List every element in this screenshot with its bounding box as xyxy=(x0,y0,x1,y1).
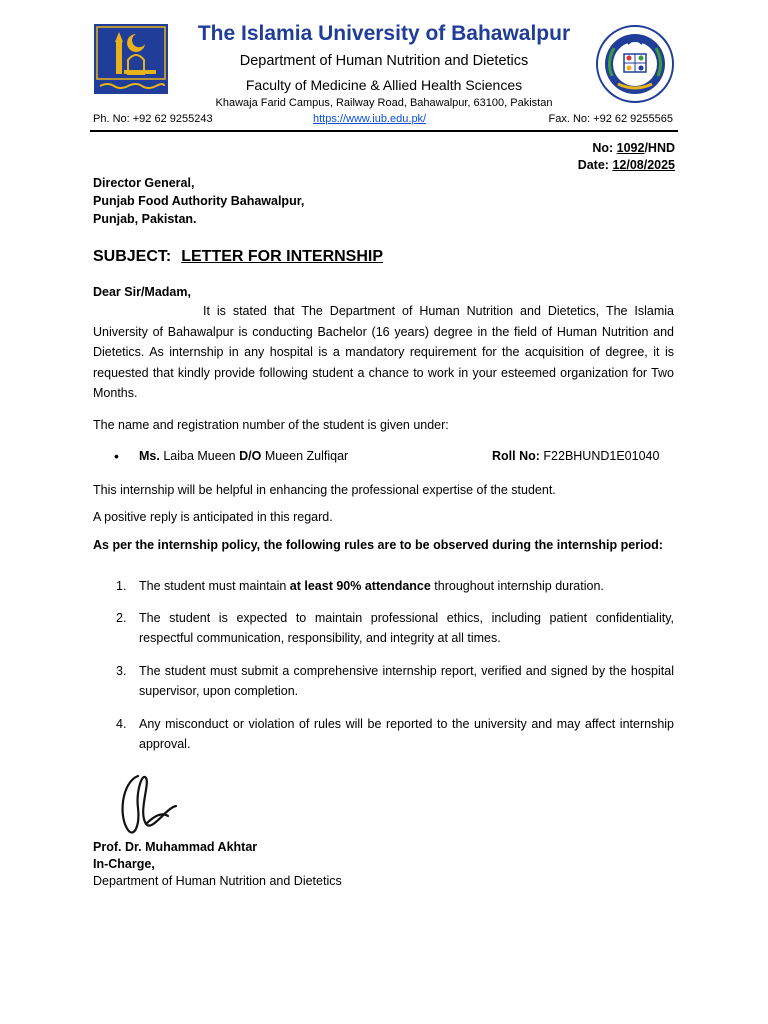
student-entry xyxy=(0,449,768,467)
fax-number: Fax. No: +92 62 9255565 xyxy=(548,113,673,125)
header-divider xyxy=(90,130,678,132)
rule-text: The student must submit a comprehensive internship report, verified and signed by the hospital supervisor, upon completion. xyxy=(139,664,674,698)
rule-text: Any misconduct or violation of rules will be reported to the university and may affect internship approval. xyxy=(139,717,674,751)
contact-row xyxy=(93,113,673,127)
rule-text: The student is expected to maintain professional ethics, including patient confidentiality, respectful communication, responsibility, and integrity at all times. xyxy=(139,611,674,645)
department-name: Department of Human Nutrition and Dietetics xyxy=(239,53,529,69)
given-under-text: The name and registration number of the student is given under: xyxy=(93,418,449,432)
signature-icon xyxy=(116,768,180,840)
signatory-title: In-Charge, xyxy=(93,857,155,871)
reference-date xyxy=(578,158,675,172)
student-given-name: Laiba Mueen xyxy=(163,449,236,463)
signatory-name: Prof. Dr. Muhammad Akhtar xyxy=(93,840,258,854)
reference-number xyxy=(592,141,675,155)
roll-label: Roll No: xyxy=(492,449,540,463)
rule-number: 2. xyxy=(116,611,127,625)
rule-text-pre: The student must maintain xyxy=(139,579,290,593)
student-father-name: Mueen Zulfiqar xyxy=(264,449,349,463)
salutation: Dear Sir/Madam, xyxy=(93,285,191,299)
student-name xyxy=(139,449,348,463)
student-title: Ms. xyxy=(139,449,160,463)
rule-text-bold: at least 90% attendance xyxy=(289,579,431,593)
signatory-department: Department of Human Nutrition and Dietetics xyxy=(93,874,342,888)
university-title: The Islamia University of Bahawalpur xyxy=(197,22,571,45)
rule-text-post: throughout internship duration. xyxy=(430,579,604,593)
subject-label: SUBJECT: xyxy=(93,248,172,265)
reference-no-label: No: xyxy=(592,141,614,155)
reference-date-value: 12/08/2025 xyxy=(612,158,675,172)
rule-number: 3. xyxy=(116,664,127,678)
helpful-text: This internship will be helpful in enhancing the professional expertise of the student. xyxy=(93,483,556,497)
bullet-icon: • xyxy=(114,448,119,464)
campus-address: Khawaja Farid Campus, Railway Road, Bahawalpur, 63100, Pakistan xyxy=(215,97,553,109)
policy-intro: As per the internship policy, the following rules are to be observed during the internship period: xyxy=(93,538,663,552)
recipient-line-1: Director General, xyxy=(93,176,195,190)
body-paragraph: It is stated that The Department of Human Nutrition and Dietetics, The Islamia University of Bahawalpur is conducting Bachelor (16 years) degree in the field of Human Nutrition and Dietetics. As internship in any hospital is a mandatory requirement for the acquisition of degree, it is requested that kindly provide following student a chance to work in your esteemed organization for Two Months. xyxy=(93,304,674,400)
reference-no-value: 1092 xyxy=(616,141,645,155)
subject-text: LETTER FOR INTERNSHIP xyxy=(181,248,384,265)
recipient-line-2: Punjab Food Authority Bahawalpur, xyxy=(93,194,305,208)
rule-number: 1. xyxy=(116,579,127,593)
student-roll xyxy=(492,449,659,463)
reference-date-label: Date: xyxy=(577,158,609,172)
website-link[interactable]: https://www.iub.edu.pk/ xyxy=(313,113,427,125)
rule-number: 4. xyxy=(116,717,127,731)
positive-reply-text: A positive reply is anticipated in this regard. xyxy=(93,510,333,524)
roll-value: F22BHUND1E01040 xyxy=(543,449,660,463)
rule-text xyxy=(139,576,674,596)
subject-line xyxy=(93,248,383,266)
faculty-name: Faculty of Medicine & Allied Health Sciences xyxy=(245,77,523,93)
student-relation: D/O xyxy=(239,449,262,463)
phone-number: Ph. No: +92 62 9255243 xyxy=(93,113,213,125)
recipient-line-3: Punjab, Pakistan. xyxy=(93,212,197,226)
reference-no-suffix: /HND xyxy=(644,141,675,155)
